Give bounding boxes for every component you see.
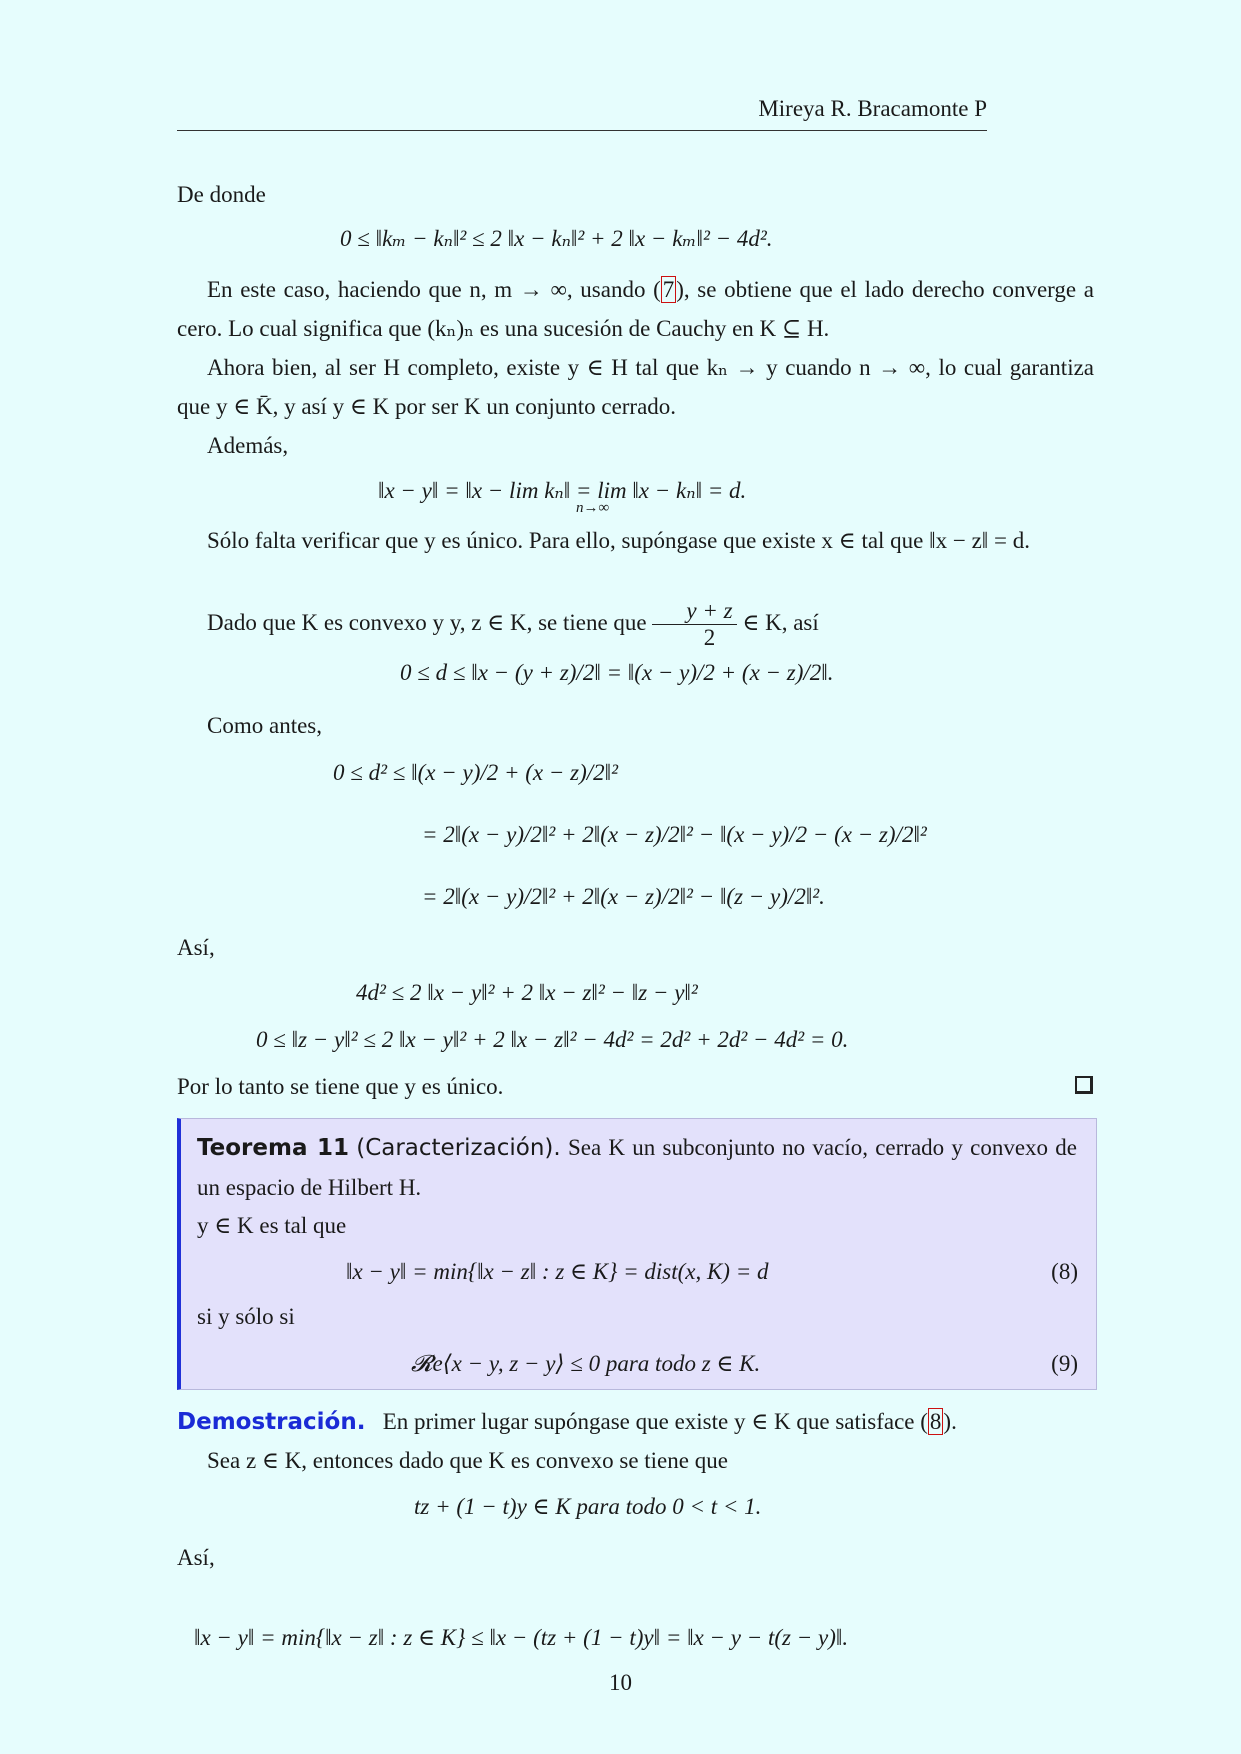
equation-3: 0 ≤ d ≤ ‖x − (y + z)/2‖ = ‖(x − y)/2 + (x − z)/2‖. [400, 660, 834, 685]
paragraph-ademas: Además, [207, 433, 289, 458]
equation-5-line-2: 0 ≤ ‖z − y‖² ≤ 2 ‖x − y‖² + 2 ‖x − z‖² − 4d² = 2d² + 2d² − 4d² = 0. [256, 1027, 849, 1052]
theorem-name: (Caracterización). [356, 1135, 561, 1161]
theorem-box [177, 1118, 1097, 1390]
proof-label: Demostración. [177, 1409, 366, 1435]
equation-2: ‖x − y‖ = ‖x − lim kₙ‖ = lim ‖x − kₙ‖ = d. [378, 478, 747, 503]
fraction-y-plus-z: $\frac{y + z}{2}$ [652, 598, 736, 651]
paragraph-como-antes: Como antes, [207, 713, 322, 738]
paragraph-dado-que: Dado que K es convexo y y, z ∈ K, se tiene que $\frac{y + z}{2}$ ∈ K, así [207, 598, 819, 650]
equation-8: ‖x − y‖ = min{‖x − z‖ : z ∈ K} = dist(x, K) = d [346, 1259, 769, 1284]
equation-number-8: (8) [1051, 1259, 1078, 1284]
paragraph-de-donde: De donde [177, 182, 266, 207]
paragraph-solo-falta: Sólo falta verificar que y es único. Para ello, supóngase que existe x ∈ tal que ‖x − z‖ = d. [207, 528, 1030, 553]
proof-paragraph-3: Así, [177, 1545, 215, 1570]
equation-number-9: (9) [1051, 1351, 1078, 1376]
theorem-label: Teorema 11 [197, 1135, 349, 1161]
equation-reference-7[interactable]: 7 [662, 277, 675, 302]
paragraph-en-este-caso: En este caso, haciendo que n, m → ∞, usando (7), se obtiene que el lado derecho converge a cero. Lo cual significa que (kₙ)ₙ es una sucesión de Cauchy en K ⊆ H. [177, 277, 1094, 341]
equation-4-line-1: 0 ≤ d² ≤ ‖(x − y)/2 + (x − z)/2‖² [333, 760, 619, 785]
paragraph-ahora-bien: Ahora bien, al ser H completo, existe y ∈ H tal que kₙ → y cuando n → ∞, lo cual garantiza que y ∈ K̄, y así y ∈ K por ser K un conjunto cerrado. [177, 355, 1094, 419]
equation-4-line-3: = 2‖(x − y)/2‖² + 2‖(x − z)/2‖² − ‖(z − y)/2‖². [422, 884, 825, 909]
equation-1: 0 ≤ ‖kₘ − kₙ‖² ≤ 2 ‖x − kₙ‖² + 2 ‖x − kₘ‖² − 4d². [340, 226, 773, 251]
equation-5-line-1: 4d² ≤ 2 ‖x − y‖² + 2 ‖x − z‖² − ‖z − y‖² [356, 980, 698, 1005]
paragraph-por-lo-tanto: Por lo tanto se tiene que y es único. [177, 1074, 504, 1099]
equation-4-line-2: = 2‖(x − y)/2‖² + 2‖(x − z)/2‖² − ‖(x − y)/2 − (x − z)/2‖² [422, 822, 927, 847]
theorem-text-3: si y sólo si [197, 1304, 295, 1329]
theorem-text-2: y ∈ K es tal que [197, 1213, 347, 1238]
equation-9: 𝓡e⟨x − y, z − y⟩ ≤ 0 para todo z ∈ K. [411, 1351, 761, 1376]
proof-paragraph-2: Sea z ∈ K, entonces dado que K es convexo se tiene que [207, 1448, 728, 1473]
proof-paragraph-1: Demostración. En primer lugar supóngase que existe y ∈ K que satisface (8). [177, 1409, 957, 1435]
paragraph-asi: Así, [177, 935, 215, 960]
equation-10: tz + (1 − t)y ∈ K para todo 0 < t < 1. [414, 1494, 762, 1519]
running-header: Mireya R. Bracamonte P [758, 96, 987, 121]
equation-2-limit-subscript: n→∞ [576, 500, 610, 516]
equation-reference-8[interactable]: 8 [929, 1409, 942, 1434]
header-rule [177, 130, 987, 131]
equation-11: ‖x − y‖ = min{‖x − z‖ : z ∈ K} ≤ ‖x − (tz + (1 − t)y‖ = ‖x − y − t(z − y)‖. [194, 1625, 849, 1650]
qed-square-icon [1075, 1076, 1093, 1094]
theorem-statement: Teorema 11 (Caracterización). Sea K un subconjunto no vacío, cerrado y convexo de un espacio de Hilbert H. [197, 1135, 1078, 1200]
page-number: 10 [609, 1670, 632, 1695]
